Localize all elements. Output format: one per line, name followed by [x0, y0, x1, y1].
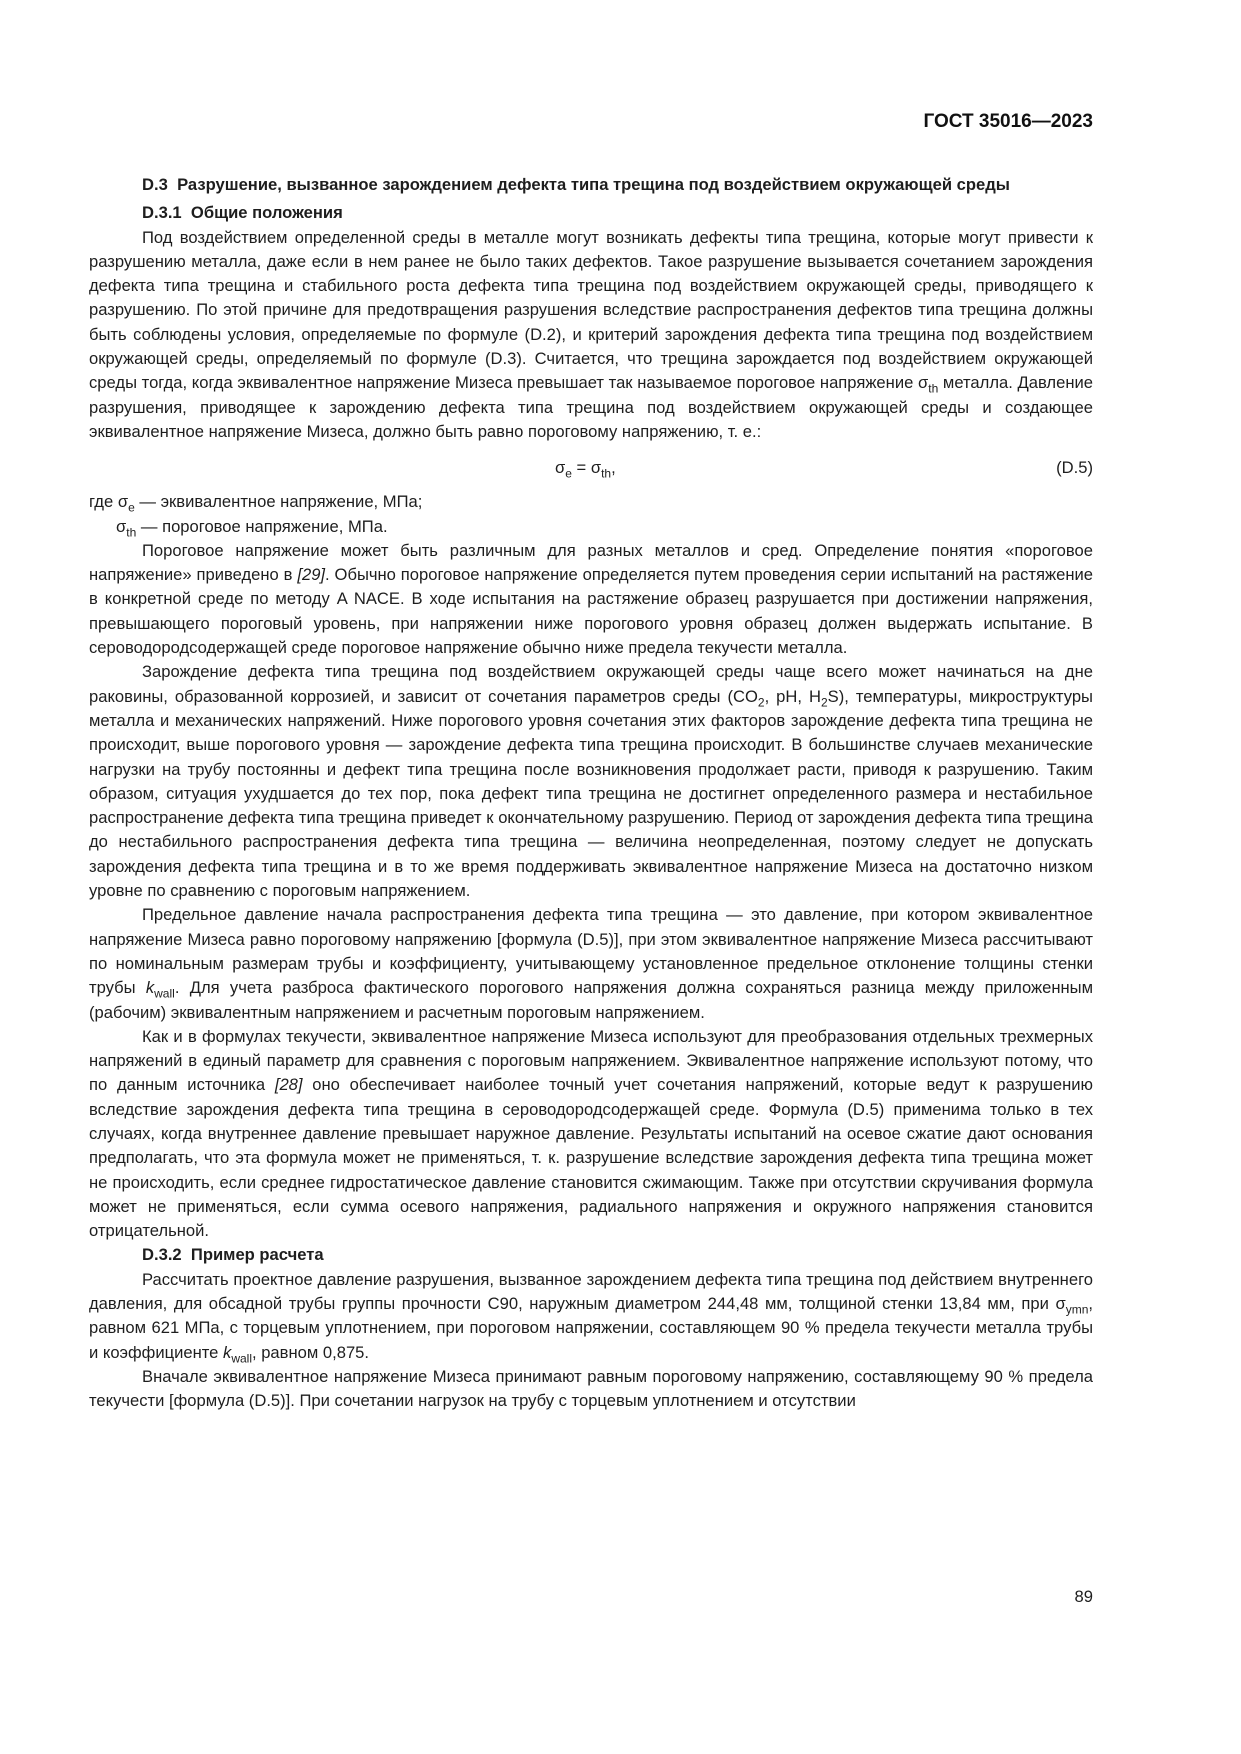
paragraph: Зарождение дефекта типа трещина под воздействием окружающей среды чаще всего может начинаться на дне раковины, образованной коррозией, и зависит от сочетания параметров среды ($CO_2$, pH, $H_2S$), температуры, микроструктуры металла и механических напряжений. Ниже порогового уровня сочетания этих факторов зарождение дефекта типа трещина не происходит, выше порогового уровня — зарождение дефекта типа трещина происходит. В большинстве случаев механические нагрузки на трубу постоянны и дефект типа трещина после возникновения продолжает расти, приводя к разрушению. Таким образом, ситуация ухудшается до тех пор, пока дефект типа трещина не достигнет определенного размера и нестабильное распространение дефекта типа трещина приведет к окончательному разрушению. Период от зарождения дефекта типа трещина до нестабильного распространения дефекта типа трещина — величина неопределенная, поэтому следует не допускать зарождения дефекта типа трещина и в то же время поддерживать эквивалентное напряжение Мизеса на достаточно низком уровне по сравнению с пороговым напряжением. [89, 662, 1093, 901]
section-title: Общие положения [190, 203, 343, 223]
paragraph: Под воздействием определенной среды в металле могут возникать дефекты типа трещина, которые могут привести к разрушению металла, даже если в нем ранее не было таких дефектов. Такое разрушение вызывается сочетанием зарождения дефекта типа трещина и стабильного роста дефекта типа трещина под воздействием окружающей среды, приводящего к разрушению. По этой причине для предотвращения разрушения вследствие распространения дефектов типа трещина должны быть соблюдены условия, определяемые по формуле (D.2), и критерий зарождения дефекта типа трещина под воздействием окружающей среды, определяемый по формуле (D.3). Считается, что трещина зарождается под воздействием окружающей среды тогда, когда эквивалентное напряжение Мизеса превышает так называемое пороговое напряжение $\sigma_{th}$ металла. Давление разрушения, приводящее к зарождению дефекта типа трещина под воздействием окружающей среды и создающее эквивалентное напряжение Мизеса, должно быть равно пороговому напряжению, т. е.: [89, 227, 1093, 441]
legend-row: $\sigma_{th}$ — пороговое напряжение, МПа. [116, 516, 388, 539]
section-number: D.3.2 [142, 1245, 182, 1265]
paragraph: Пороговое напряжение может быть различным для разных металлов и сред. Определение понятия «пороговое напряжение» приведено в [29]. Обычно пороговое напряжение определяется путем проведения серии испытаний на растяжение в конкретной среде по методу A NACE. В ходе испытания на растяжение образец разрушается при достижении напряжения, превышающего пороговый уровень, при напряжении ниже порогового уровня образец должен выдержать испытание. В сероводородсодержащей среде пороговое напряжение обычно ниже предела текучести металла. [89, 540, 1093, 658]
section-number: D.3 [142, 175, 168, 194]
section-heading-d32 [89, 1243, 1093, 1267]
paragraph: Предельное давление начала распространения дефекта типа трещина — это давление, при котором эквивалентное напряжение Мизеса равно пороговому напряжению [формула (D.5)], при этом эквивалентное напряжение Мизеса рассчитывают по номинальным размерам трубы и коэффициенту, учитывающему установленное предельное отклонение толщины стенки трубы $k_{wall}$. Для учета разброса фактического порогового напряжения должна сохраняться разница между приложенным (рабочим) эквивалентным напряжением и расчетным пороговым напряжением. [89, 905, 1093, 1022]
legend-row: где $\sigma_e$ — эквивалентное напряжение, МПа; [89, 492, 423, 515]
paragraph: Как и в формулах текучести, эквивалентное напряжение Мизеса используют для преобразования отдельных трехмерных напряжений в единый параметр для сравнения с пороговым напряжением. Эквивалентное напряжение используют потому, что по данным источника [28] оно обеспечивает наиболее точный учет сочетания напряжений, которые ведут к разрушению вследствие зарождения дефекта типа трещина в сероводородсодержащей среде. Формула (D.5) применима только в тех случаях, когда внутреннее давление превышает наружное давление. Результаты испытаний на осевое сжатие дают основания предполагать, что эта формула может не применяться, т. к. разрушение вследствие зарождения дефекта типа трещина может не происходить, если среднее гидростатическое давление становится сжимающим. Также при отсутствии скручивания формула может не применяться, если сумма осевого напряжения, радиального напряжения и окружного напряжения становится отрицательной. [89, 1026, 1094, 1241]
reference-link: [29] [297, 565, 326, 585]
document-code: ГОСТ 35016—2023 [923, 111, 1093, 132]
reference-link: [28] [274, 1075, 303, 1095]
paragraph: Рассчитать проектное давление разрушения, вызванное зарождением дефекта типа трещина под действием внутреннего давления, для обсадной трубы группы прочности C90, наружным диаметром 244,48 мм, толщиной стенки 13,84 мм, при $\sigma_{ymn}$, равном 621 МПа, с торцевым уплотнением, при пороговом напряжении, составляющем 90 % предела текучести металла трубы и коэффициенте $k_{wall}$, равном 0,875. [89, 1269, 1093, 1365]
page-body [89, 173, 1093, 1414]
equation-d5 [89, 448, 1093, 488]
section-title: Разрушение, вызванное зарождением дефекта типа трещина под воздействием окружающей среды [177, 175, 1010, 194]
section-title: Пример расчета [190, 1245, 324, 1265]
section-number: D.3.1 [142, 203, 182, 223]
equation-formula: $\sigma_e = \sigma_{th}$, [555, 458, 616, 481]
variable-legend [89, 490, 1093, 539]
section-heading-d31 [89, 201, 1093, 225]
section-heading-d3 [89, 173, 1093, 197]
paragraph: Вначале эквивалентное напряжение Мизеса принимают равным пороговому напряжению, составляющему 90 % предела текучести [формула (D.5)]. При сочетании нагрузок на трубу с торцевым уплотнением и отсутствии [89, 1366, 1093, 1411]
equation-number: (D.5) [1056, 458, 1093, 478]
page-number: 89 [1074, 1587, 1093, 1606]
